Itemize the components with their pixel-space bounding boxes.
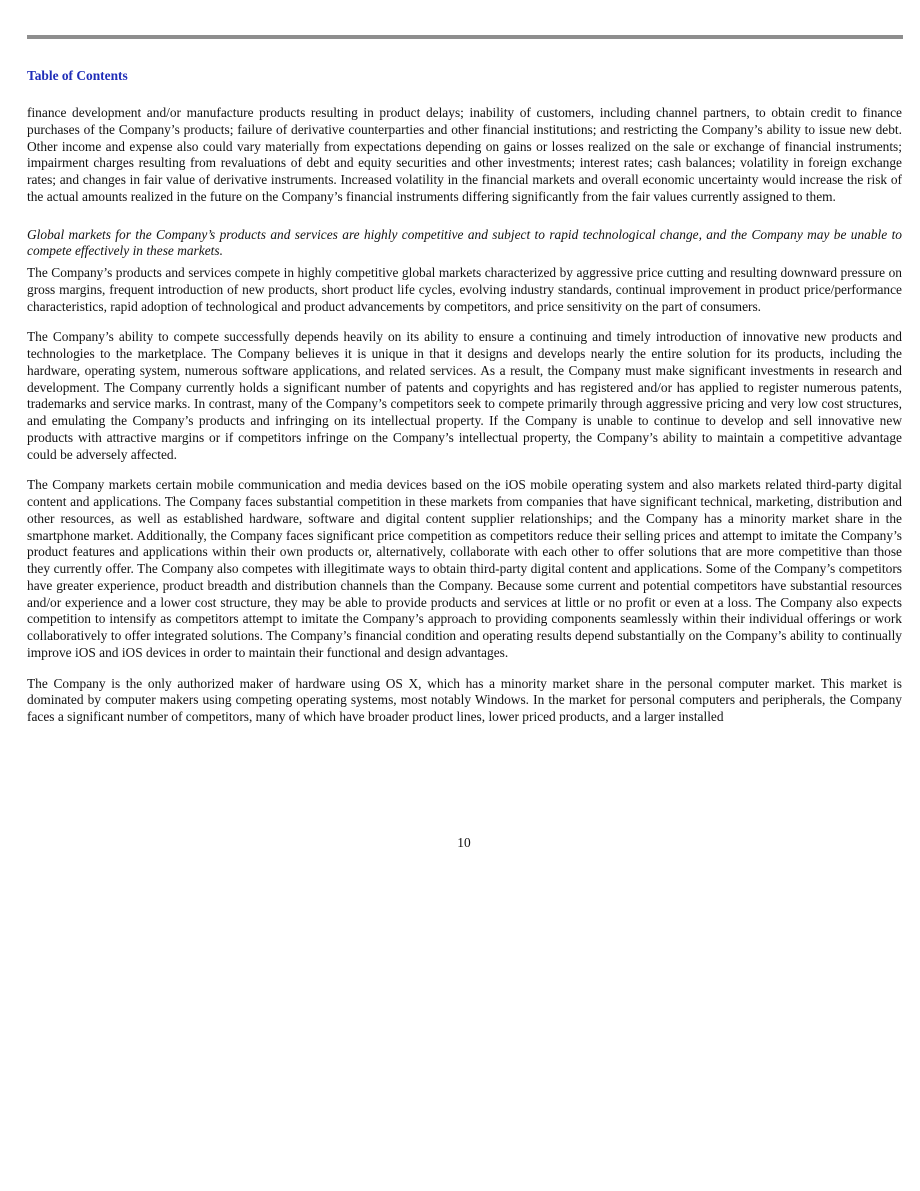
paragraph-competitive-markets: The Company’s products and services compete in highly competitive global markets characterized by aggressive price cutting and resulting downward pressure on gross margins, frequent introduction of new products, short product life cycles, evolving industry standards, continual improvement in product price/performance characteristics, rapid adoption of technological and product advancements by competitors, and price sensitivity on the part of consumers.: [27, 265, 902, 314]
page-number: 10: [457, 835, 471, 850]
top-divider: [27, 35, 903, 39]
document-body: [27, 105, 902, 740]
paragraph-financial-instruments: finance development and/or manufacture products resulting in product delays; inability of customers, including channel partners, to obtain credit to finance purchases of the Company’s products; failure of derivative counterparties and other financial institutions; and restricting the Company’s ability to issue new debt. Other income and expense also could vary materially from expectations depending on gains or losses realized on the sale or exchange of financial instruments; impairment charges resulting from revaluations of debt and equity securities and other investments; interest rates; cash balances; volatility in foreign exchange rates; and changes in fair value of derivative instruments. Increased volatility in the financial markets and overall economic uncertainty would increase the risk of the actual amounts realized in the future on the Company’s financial instruments differing significantly from the fair values currently assigned to them.: [27, 105, 902, 204]
paragraph-os-x-competition: The Company is the only authorized maker of hardware using OS X, which has a minority market share in the personal computer market. This market is dominated by computer makers using competing operating systems, most notably Windows. In the market for personal computers and peripherals, the Company faces a significant number of competitors, many of which have broader product lines, lower priced products, and a larger installed: [27, 675, 902, 724]
paragraph-ios-competition: The Company markets certain mobile communication and media devices based on the iOS mobile operating system and also markets related third-party digital content and applications. The Company faces substantial competition in these markets from companies that have significant technical, marketing, distribution and other resources, as well as established hardware, software and digital content supplier relationships; and the Company has a minority market share in the smartphone market. Additionally, the Company faces significant price competition as competitors reduce their selling prices and attempt to imitate the Company’s product features and applications within their own products or, alternatively, collaborate with each other to offer solutions that are more competitive than those they currently offer. The Company also competes with illegitimate ways to obtain third-party digital content and applications. Some of the Company’s competitors have greater experience, product breadth and distribution channels than the Company. Because some current and potential competitors have substantial resources and/or experience and a lower cost structure, they may be able to provide products and services at little or no profit or even at a loss. The Company also expects competition to intensify as competitors attempt to imitate the Company’s approach to providing components seamlessly within their individual offerings or work collaboratively to offer integrated solutions. The Company’s financial condition and operating results depend substantially on the Company’s ability to continually improve iOS and iOS devices in order to maintain their functional and design advantages.: [27, 477, 902, 660]
paragraph-innovation: The Company’s ability to compete successfully depends heavily on its ability to ensure a continuing and timely introduction of innovative new products and technologies to the marketplace. The Company believes it is unique in that it designs and develops nearly the entire solution for its products, including the hardware, operating system, numerous software applications, and related services. As a result, the Company must make significant investments in research and development. The Company currently holds a significant number of patents and copyrights and has registered and/or has applied to register numerous patents, trademarks and service marks. In contrast, many of the Company’s competitors seek to compete primarily through aggressive pricing and very low cost structures, and emulating the Company’s products and infringing on its intellectual property. If the Company is unable to continue to develop and sell innovative new products with attractive margins or if competitors infringe on the Company’s intellectual property, the Company’s ability to maintain a competitive advantage could be adversely affected.: [27, 329, 902, 462]
risk-factor-heading-competition: Global markets for the Company’s products and services are highly competitive and subject to rapid technological change, and the Company may be unable to compete effectively in these markets.: [27, 226, 902, 259]
table-of-contents-link[interactable]: Table of Contents: [27, 68, 128, 83]
